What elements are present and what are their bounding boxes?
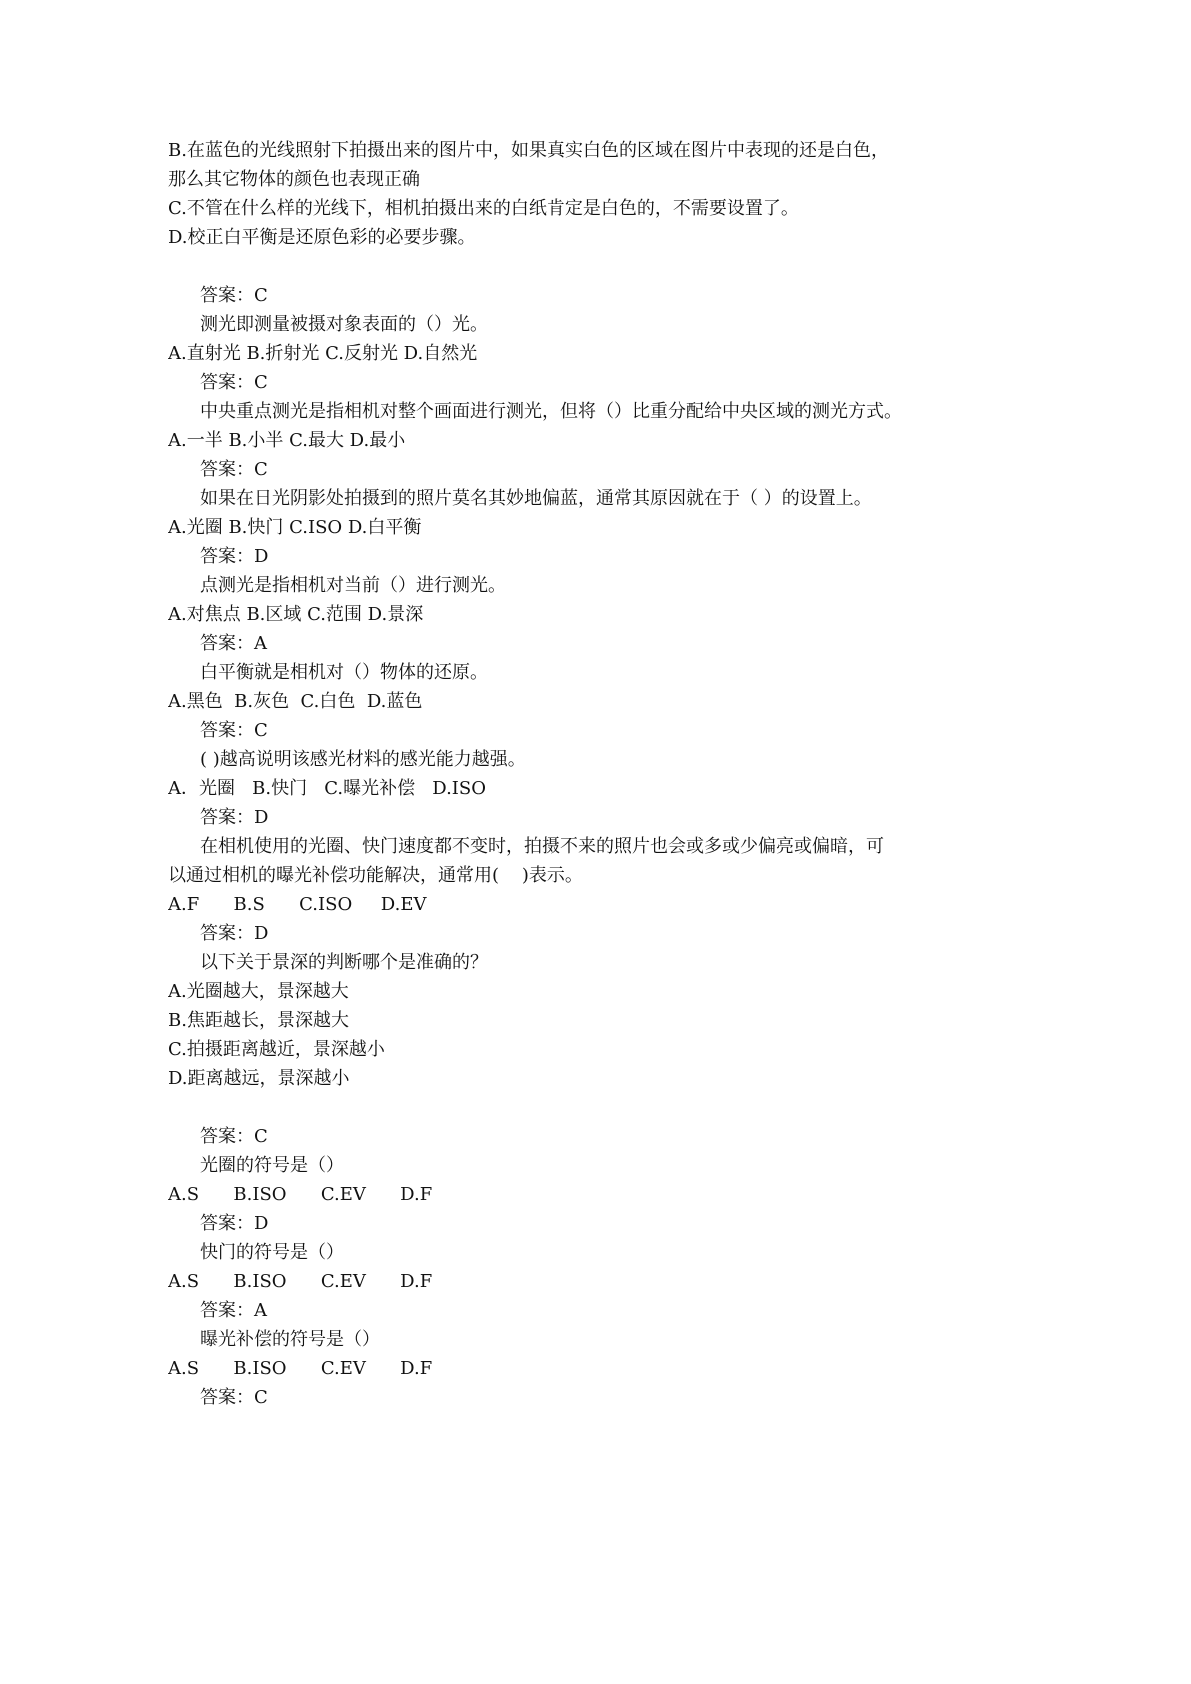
options: A.对焦点 B.区域 C.范围 D.景深 bbox=[168, 604, 424, 625]
option-c: C.不管在什么样的光线下，相机拍摄出来的白纸肯定是白色的，不需要设置了。 bbox=[168, 198, 799, 219]
option-a: A.光圈越大，景深越大 bbox=[168, 981, 349, 1002]
answer: 答案：C bbox=[200, 1126, 268, 1147]
answer: 答案：C bbox=[200, 459, 268, 480]
option-d: D.校正白平衡是还原色彩的必要步骤。 bbox=[168, 227, 476, 248]
answer: 答案：C bbox=[200, 720, 268, 741]
question: 以下关于景深的判断哪个是准确的？ bbox=[200, 952, 488, 973]
question: 快门的符号是（） bbox=[200, 1242, 344, 1263]
question: 如果在日光阴影处拍摄到的照片莫名其妙地偏蓝，通常其原因就在于（ ）的设置上。 bbox=[200, 488, 872, 509]
options: A.直射光 B.折射光 C.反射光 D.自然光 bbox=[168, 343, 478, 364]
blank-line bbox=[168, 252, 958, 281]
question: ( )越高说明该感光材料的感光能力越强。 bbox=[200, 749, 526, 770]
option-c: C.拍摄距离越近，景深越小 bbox=[168, 1039, 385, 1060]
question: 曝光补偿的符号是（） bbox=[200, 1329, 380, 1350]
answer: 答案：D bbox=[200, 923, 269, 944]
answer: 答案：C bbox=[200, 285, 268, 306]
question-line-2: 以通过相机的曝光补偿功能解决，通常用( )表示。 bbox=[168, 865, 583, 886]
answer: 答案：A bbox=[200, 1300, 267, 1321]
answer: 答案：D bbox=[200, 1213, 269, 1234]
answer: 答案：C bbox=[200, 1387, 268, 1408]
option-b: B.焦距越长，景深越大 bbox=[168, 1010, 349, 1031]
options: A.黑色 B.灰色 C.白色 D.蓝色 bbox=[168, 691, 423, 712]
answer: 答案：A bbox=[200, 633, 267, 654]
option-b-line-2: 那么其它物体的颜色也表现正确 bbox=[168, 169, 420, 190]
question: 测光即测量被摄对象表面的（）光。 bbox=[200, 314, 488, 335]
question-line-1: 在相机使用的光圈、快门速度都不变时，拍摄不来的照片也会或多或少偏亮或偏暗，可 bbox=[200, 836, 884, 857]
answer: 答案：D bbox=[200, 546, 269, 567]
option-d: D.距离越远，景深越小 bbox=[168, 1068, 350, 1089]
option-b-line-1: B.在蓝色的光线照射下拍摄出来的图片中，如果真实白色的区域在图片中表现的还是白色， bbox=[168, 140, 889, 161]
options: A.一半 B.小半 C.最大 D.最小 bbox=[168, 430, 406, 451]
question: 中央重点测光是指相机对整个画面进行测光，但将（）比重分配给中央区域的测光方式。 bbox=[200, 401, 902, 422]
options: A.S B.ISO C.EV D.F bbox=[168, 1271, 433, 1292]
options: A.F B.S C.ISO D.EV bbox=[168, 894, 427, 915]
question: 光圈的符号是（） bbox=[200, 1155, 344, 1176]
options: A.S B.ISO C.EV D.F bbox=[168, 1184, 433, 1205]
answer: 答案：D bbox=[200, 807, 269, 828]
options: A.S B.ISO C.EV D.F bbox=[168, 1358, 433, 1379]
question: 白平衡就是相机对（）物体的还原。 bbox=[200, 662, 488, 683]
document-body bbox=[168, 136, 958, 1412]
question: 点测光是指相机对当前（）进行测光。 bbox=[200, 575, 506, 596]
answer: 答案：C bbox=[200, 372, 268, 393]
options: A．光圈 B.快门 C.曝光补偿 D.ISO bbox=[168, 778, 487, 799]
blank-line bbox=[168, 1093, 958, 1122]
options: A.光圈 B.快门 C.ISO D.白平衡 bbox=[168, 517, 422, 538]
